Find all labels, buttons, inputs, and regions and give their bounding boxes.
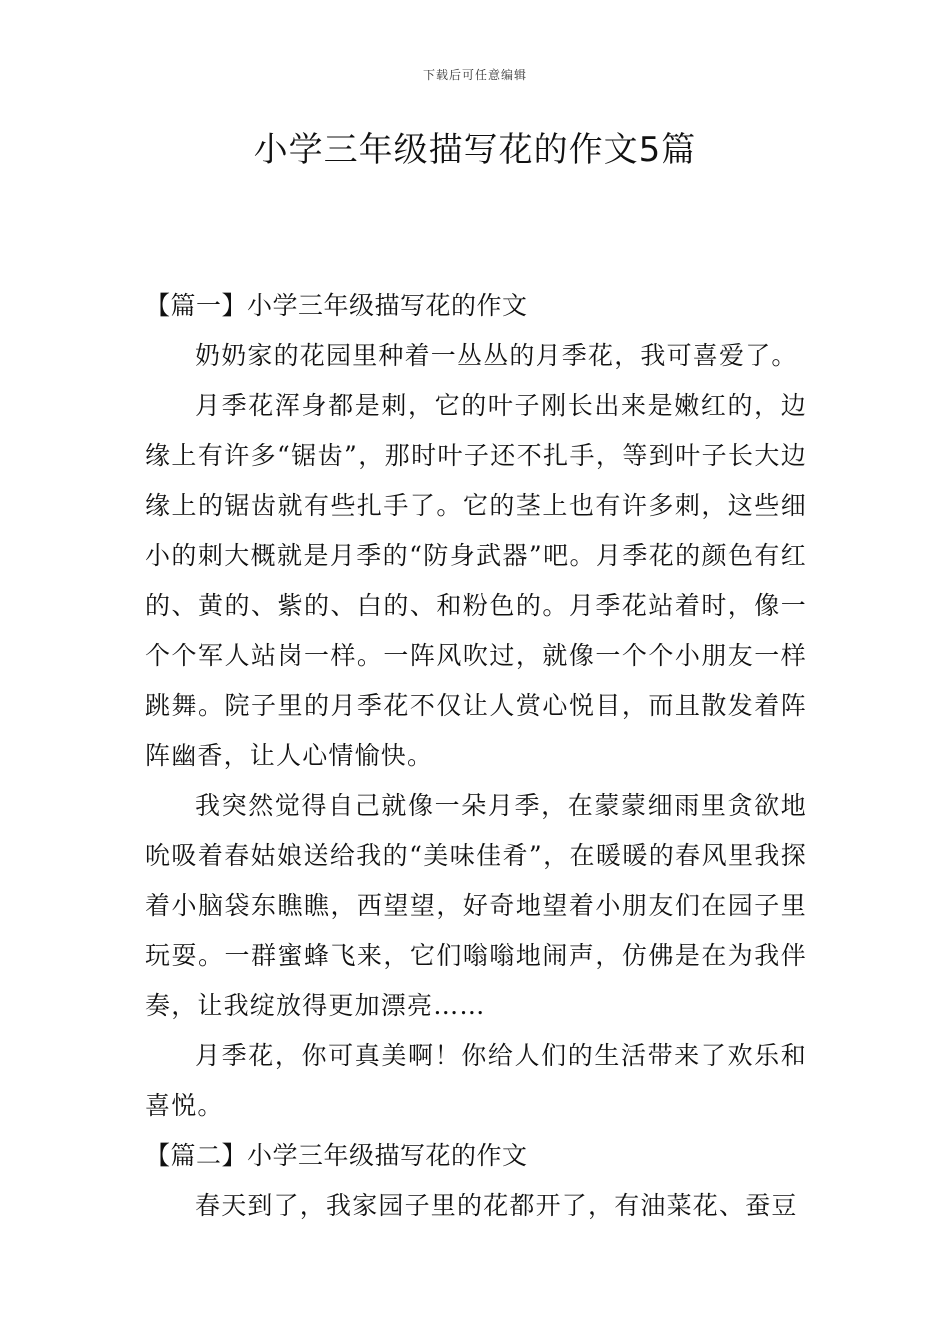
paragraph: 春天到了，我家园子里的花都开了，有油菜花、蚕豆 xyxy=(195,1191,798,1220)
paragraph: 奶奶家的花园里种着一丛丛的月季花，我可喜爱了。 xyxy=(195,341,798,370)
document-body xyxy=(145,281,807,1231)
section-heading-1: 【篇一】小学三年级描写花的作文 xyxy=(145,291,528,320)
paragraph: 月季花浑身都是刺，它的叶子刚长出来是嫩红的，边缘上有许多“锯齿”，那时叶子还不扎手，等到叶子长大边缘上的锯齿就有些扎手了。它的茎上也有许多刺，这些细小的刺大概就是月季的“防身武器”吧。月季花的颜色有红的、黄的、紫的、白的、和粉色的。月季花站着时，像一个个军人站岗一样。一阵风吹过，就像一个个小朋友一样跳舞。院子里的月季花不仅让人赏心悦目，而且散发着阵阵幽香，让人心情愉快。 xyxy=(145,391,807,770)
paragraph: 我突然觉得自己就像一朵月季，在蒙蒙细雨里贪欲地吮吸着春姑娘送给我的“美味佳肴”，在暖暖的春风里我探着小脑袋东瞧瞧，西望望，好奇地望着小朋友们在园子里玩耍。一群蜜蜂飞来，它们嗡嗡地闹声，仿佛是在为我伴奏，让我绽放得更加漂亮…… xyxy=(145,791,807,1020)
section-heading-2: 【篇二】小学三年级描写花的作文 xyxy=(145,1141,528,1170)
paragraph: 月季花，你可真美啊！你给人们的生活带来了欢乐和喜悦。 xyxy=(145,1041,807,1120)
header-note: 下载后可任意编辑 xyxy=(422,68,527,82)
page-title: 小学三年级描写花的作文5篇 xyxy=(253,130,697,170)
